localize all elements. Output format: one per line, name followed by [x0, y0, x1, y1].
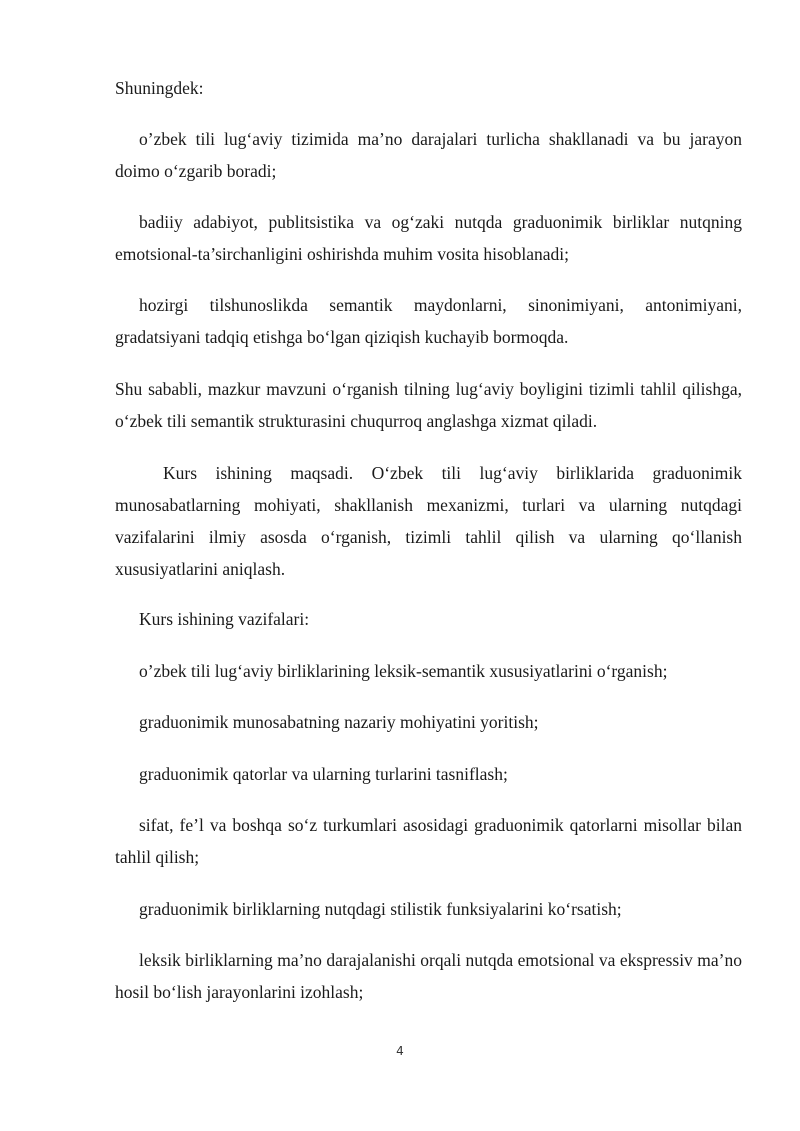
tasks-heading: Kurs ishining vazifalari: — [139, 609, 310, 629]
paragraph-intro: Shuningdek: — [115, 78, 204, 98]
paragraph-conclusion: Shu sababli, mazkur mavzuni o‘rganish tilning lug‘aviy boyligini tizimli tahlil qilishga, o‘zbek tili semantik strukturasini chuqurroq anglashga xizmat qiladi. — [115, 379, 742, 431]
task-item-2: graduonimik munosabatning nazariy mohiyatini yoritish; — [139, 712, 539, 732]
task-item-6: leksik birliklarning ma’no darajalanishi orqali nutqda emotsional va ekspressiv ma’no hosil bo‘lish jarayonlarini izohlash; — [115, 950, 742, 1002]
list-item-2: badiiy adabiyot, publitsistika va og‘zaki nutqda graduonimik birliklar nutqning emotsional-ta’sirchanligini oshirishda muhim vosita hisoblanadi; — [115, 212, 742, 264]
task-item-4: sifat, fe’l va boshqa so‘z turkumlari asosidagi graduonimik qatorlarni misollar bilan tahlil qilish; — [115, 815, 742, 867]
list-item-1: o’zbek tili lug‘aviy tizimida ma’no darajalari turlicha shakllanadi va bu jarayon doimo o‘zgarib boradi; — [115, 129, 742, 181]
page-number: 4 — [396, 1044, 404, 1058]
list-item-3: hozirgi tilshunoslikda semantik maydonlarni, sinonimiyani, antonimiyani, gradatsiyani tadqiq etishga bo‘lgan qiziqish kuchayib bormoqda. — [115, 295, 742, 347]
task-item-1: o’zbek tili lug‘aviy birliklarining leksik-semantik xususiyatlarini o‘rganish; — [139, 661, 668, 681]
paragraph-aim: Kurs ishining maqsadi. O‘zbek tili lug‘aviy birliklarida graduonimik munosabatlarning mohiyati, shakllanish mexanizmi, turlari va ularning nutqdagi vazifalarini ilmiy asosda o‘rganish, tizimli tahlil qilish va ularning qo‘llanish xususiyatlarini aniqlash. — [115, 463, 742, 579]
task-item-3: graduonimik qatorlar va ularning turlarini tasniflash; — [139, 764, 508, 784]
task-item-5: graduonimik birliklarning nutqdagi stilistik funksiyalarini ko‘rsatish; — [139, 899, 622, 919]
